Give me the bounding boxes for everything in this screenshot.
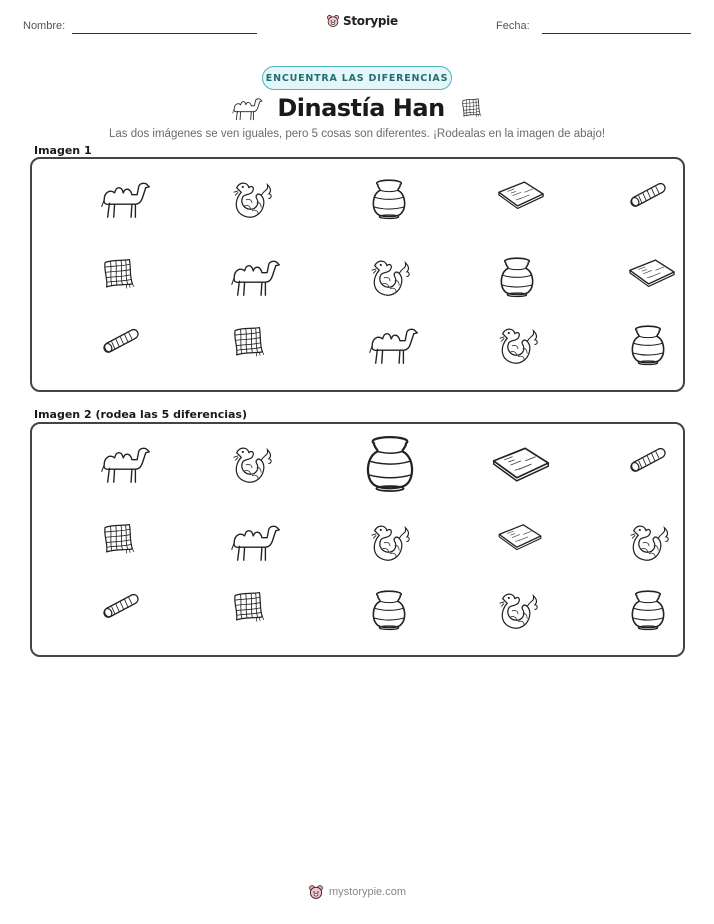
image1-cell: [229, 177, 275, 223]
instructions: Las dos imágenes se ven iguales, pero 5 cosas son diferentes. ¡Rodealas en la imagen de abajo!: [108, 128, 606, 140]
date-line[interactable]: [542, 33, 691, 34]
image2-cell[interactable]: [229, 588, 267, 626]
grid-cloth-icon: [99, 255, 137, 293]
camel-icon: [229, 255, 281, 299]
dragon-icon: [495, 323, 541, 369]
scroll-icon: [626, 442, 670, 476]
camel-icon: [229, 520, 281, 564]
dragon-icon: [229, 177, 275, 223]
image1-cell: [626, 255, 678, 289]
image1-cell: [495, 177, 547, 211]
pot-icon: [626, 323, 670, 369]
image2-cell[interactable]: [229, 520, 281, 564]
grid-cloth-icon: [229, 588, 267, 626]
pot-icon: [367, 588, 411, 634]
pot-icon: [359, 432, 421, 498]
image2-cell[interactable]: [229, 442, 275, 488]
camel-icon: [99, 177, 151, 221]
image2-cell[interactable]: [626, 520, 672, 566]
image1-cell: [367, 255, 413, 301]
footer-url: mystorypie.com: [328, 886, 407, 898]
image2-cell[interactable]: [359, 432, 421, 498]
paper-icon: [495, 177, 547, 211]
page-title: Dinastía Han: [277, 94, 445, 122]
camel-icon: [231, 95, 263, 122]
image1-cell: [99, 255, 137, 293]
brand-name: Storypie: [343, 14, 398, 28]
image2-cell[interactable]: [626, 588, 670, 634]
image1-cell: [495, 255, 539, 301]
image1-cell: [99, 323, 143, 357]
bear-icon: [308, 884, 324, 900]
dragon-icon: [495, 588, 541, 634]
image2-cell[interactable]: [495, 588, 541, 634]
dragon-icon: [367, 255, 413, 301]
image1-label: Imagen 1: [34, 144, 92, 157]
image1-cell: [229, 255, 281, 299]
name-label: Nombre:: [23, 20, 66, 32]
dragon-icon: [229, 442, 275, 488]
image2-cell[interactable]: [495, 520, 545, 552]
pot-icon: [626, 588, 670, 634]
image1-cell: [229, 323, 267, 361]
badge-text: ENCUENTRA LAS DIFERENCIAS: [265, 72, 449, 84]
image1-cell: [367, 177, 411, 223]
title-row: [0, 92, 714, 124]
image1-cell: [367, 323, 419, 367]
image2-cell[interactable]: [367, 520, 413, 566]
dragon-icon: [626, 520, 672, 566]
pot-icon: [495, 255, 539, 301]
image2-cell[interactable]: [485, 442, 557, 484]
dragon-icon: [367, 520, 413, 566]
name-line[interactable]: [72, 33, 257, 34]
paper-icon: [495, 520, 545, 552]
brand-logo: [326, 14, 398, 28]
image2-cell[interactable]: [626, 442, 670, 476]
grid-cloth-icon: [459, 96, 483, 120]
image2-cell[interactable]: [99, 588, 143, 622]
footer: [0, 884, 714, 900]
image1-cell: [99, 177, 151, 221]
camel-icon: [99, 442, 151, 486]
image2-cell[interactable]: [99, 442, 151, 486]
pot-icon: [367, 177, 411, 223]
date-label: Fecha:: [496, 20, 530, 32]
image1-cell: [626, 177, 670, 211]
image2-panel[interactable]: [30, 422, 685, 657]
grid-cloth-icon: [99, 520, 137, 558]
image2-label: Imagen 2 (rodea las 5 diferencias): [34, 408, 248, 421]
image2-cell[interactable]: [367, 588, 411, 634]
paper-icon: [485, 442, 557, 484]
scroll-icon: [626, 177, 670, 211]
activity-badge: [262, 66, 452, 90]
paper-icon: [626, 255, 678, 289]
image2-cell[interactable]: [99, 520, 137, 558]
grid-cloth-icon: [229, 323, 267, 361]
camel-icon: [367, 323, 419, 367]
image1-panel: [30, 157, 685, 392]
bear-icon: [326, 14, 340, 28]
image1-cell: [495, 323, 541, 369]
scroll-icon: [99, 588, 143, 622]
scroll-icon: [99, 323, 143, 357]
image1-cell: [626, 323, 670, 369]
